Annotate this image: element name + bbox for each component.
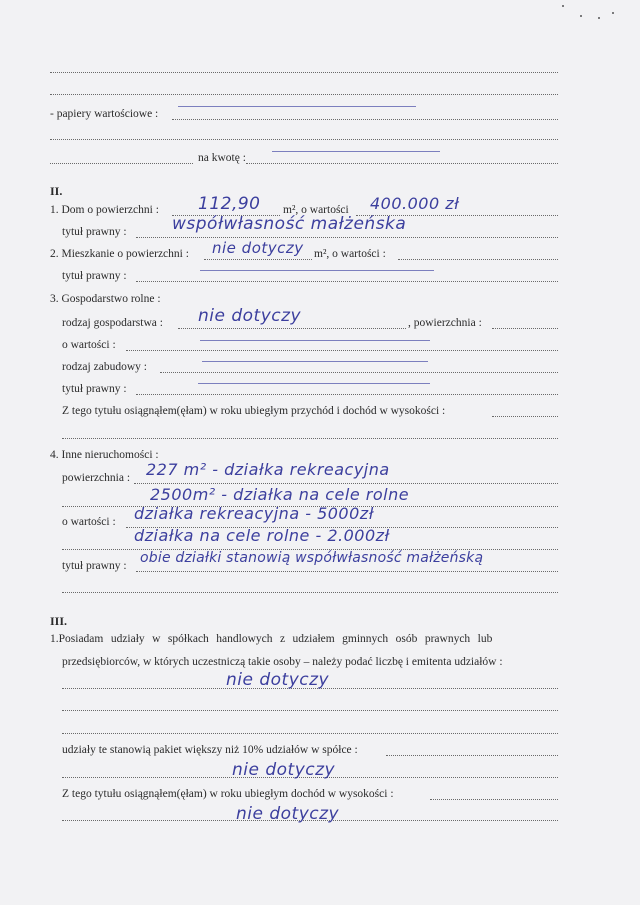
gospodarstwo-heading: 3. Gospodarstwo rolne : — [50, 293, 161, 305]
section-ii-heading: II. — [50, 184, 63, 198]
dom-title-label: tytuł prawny : — [62, 226, 127, 238]
dom-unit-label: m², o wartości — [283, 204, 349, 216]
dochod-field[interactable] — [430, 799, 558, 800]
papiery-field[interactable] — [172, 119, 558, 120]
mieszkanie-title-field[interactable] — [136, 281, 558, 282]
gospodarstwo-title-label: tytuł prawny : — [62, 383, 127, 395]
gospodarstwo-rodzaj-value: nie dotyczy — [198, 306, 302, 326]
mieszkanie-title-label: tytuł prawny : — [62, 270, 127, 282]
gospodarstwo-rodzaj-label: rodzaj gospodarstwa : — [62, 317, 163, 329]
pen-strike-line — [198, 383, 430, 384]
mieszkanie-unit-label: m², o wartości : — [314, 248, 386, 260]
pen-strike-line — [272, 151, 440, 152]
gospodarstwo-zabudowa-field[interactable] — [160, 372, 558, 373]
gospodarstwo-zabudowa-label: rodzaj zabudowy : — [62, 361, 147, 373]
inne-wartosc-label: o wartości : — [62, 516, 116, 528]
scan-speck — [598, 17, 600, 19]
pakiet-answer-value: nie dotyczy — [232, 760, 336, 780]
dotted-line — [50, 72, 558, 73]
inne-title-field[interactable] — [136, 571, 558, 572]
scan-speck — [612, 12, 614, 14]
dotted-line — [62, 592, 558, 593]
mieszkanie-label: 2. Mieszkanie o powierzchni : — [50, 248, 189, 260]
inne-wartosc-value-2: działka na cele rolne - 2.000zł — [134, 526, 390, 545]
inne-heading: 4. Inne nieruchomości : — [50, 449, 159, 461]
gospodarstwo-powierzchnia-label: , powierzchnia : — [408, 317, 482, 329]
gospodarstwo-wartosc-field[interactable] — [126, 350, 558, 351]
gospodarstwo-income-field[interactable] — [492, 416, 558, 417]
inne-wartosc-value-1: działka rekreacyjna - 5000zł — [134, 504, 374, 523]
dochod-answer-value: nie dotyczy — [236, 804, 340, 824]
gospodarstwo-income-label: Z tego tytułu osiągnąłem(ęłam) w roku ubiegłym przychód i dochód w wysokości : — [62, 405, 446, 417]
dom-label: 1. Dom o powierzchni : — [50, 204, 159, 216]
gospodarstwo-rodzaj-field[interactable] — [178, 328, 406, 329]
section-iii-heading: III. — [50, 614, 68, 628]
dotted-line — [50, 94, 558, 95]
pen-strike-line — [202, 361, 428, 362]
dotted-line — [50, 163, 193, 164]
inne-powierzchnia-value-2: 2500m² - działka na cele rolne — [150, 485, 410, 504]
scan-speck — [580, 15, 582, 17]
kwota-label: na kwotę : — [198, 152, 246, 164]
dom-title-field[interactable] — [136, 237, 558, 238]
dotted-line — [62, 710, 558, 711]
inne-title-value: obie działki stanowią współwłasność małżeńską — [140, 550, 484, 566]
dotted-line — [50, 139, 558, 140]
inne-title-label: tytuł prawny : — [62, 560, 127, 572]
dom-area-value: 112,90 — [198, 194, 261, 214]
dom-value: 400.000 zł — [370, 194, 460, 213]
mieszkanie-area-value: nie dotyczy — [212, 239, 304, 257]
dotted-line — [62, 438, 558, 439]
udzialy-answer-value: nie dotyczy — [226, 670, 330, 690]
pakiet-field[interactable] — [386, 755, 558, 756]
scan-speck — [562, 5, 564, 7]
kwota-field[interactable] — [246, 163, 558, 164]
mieszkanie-area-field[interactable] — [204, 259, 312, 260]
pen-strike-line — [200, 270, 434, 271]
mieszkanie-value-field[interactable] — [398, 259, 558, 260]
inne-powierzchnia-field[interactable] — [134, 483, 558, 484]
dotted-line — [62, 733, 558, 734]
pakiet-label: udziały te stanowią pakiet większy niż 10% udziałów w spółce : — [62, 744, 358, 756]
udzialy-paragraph-line-2: przedsiębiorców, w których uczestniczą takie osoby – należy podać liczbę i emitenta udziałów : — [62, 656, 503, 668]
udzialy-paragraph-line-1: 1.Posiadam udziały w spółkach handlowych z udziałem gminnych osób prawnych lub — [50, 633, 493, 645]
inne-powierzchnia-value-1: 227 m² - działka rekreacyjna — [146, 460, 390, 479]
papiery-label: - papiery wartościowe : — [50, 108, 159, 120]
inne-powierzchnia-label: powierzchnia : — [62, 472, 131, 484]
gospodarstwo-title-field[interactable] — [136, 394, 558, 395]
gospodarstwo-wartosc-label: o wartości : — [62, 339, 116, 351]
dochod-label: Z tego tytułu osiągnąłem(ęłam) w roku ubiegłym dochód w wysokości : — [62, 788, 394, 800]
dom-title-value: współwłasność małżeńska — [172, 214, 407, 234]
gospodarstwo-powierzchnia-field[interactable] — [492, 328, 558, 329]
pen-strike-line — [178, 106, 416, 107]
pen-strike-line — [200, 340, 430, 341]
